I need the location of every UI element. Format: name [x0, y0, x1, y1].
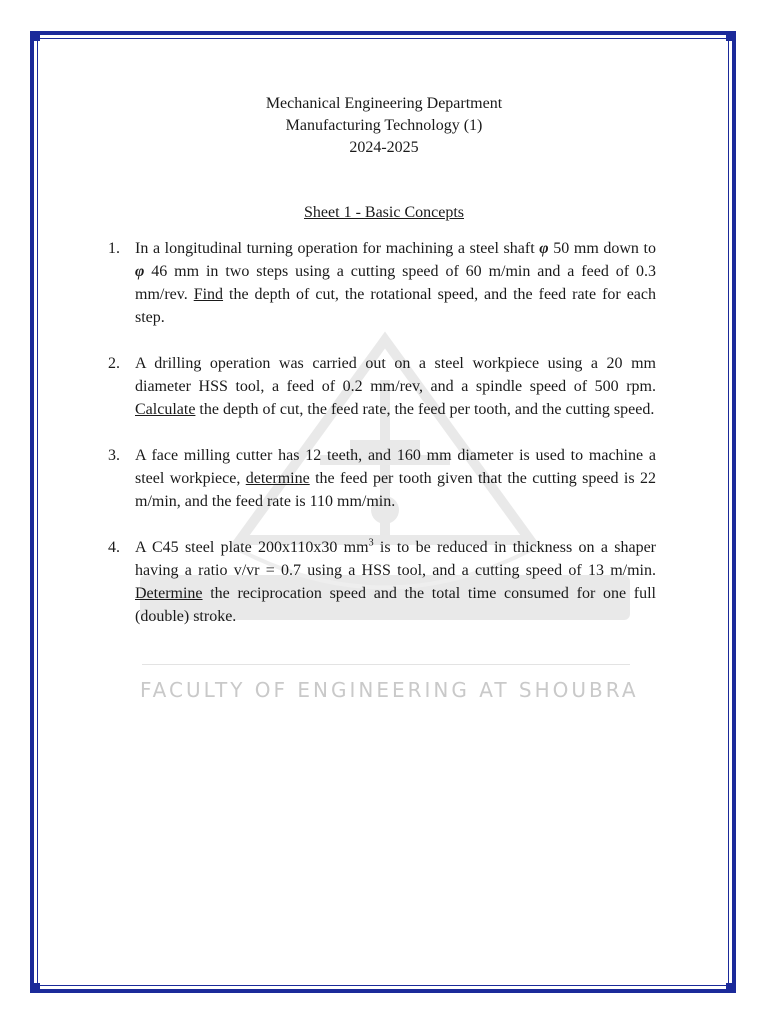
question-text: the depth of cut, the feed rate, the feed per tooth, and the cutting speed. — [195, 401, 655, 418]
question-text: the depth of cut, the rotational speed, and the feed rate for each step. — [135, 286, 657, 326]
question-text: the feed per tooth given that the cutting speed is 22 m/min, and the feed rate is 110 mm/min. — [135, 470, 656, 510]
corner-ornament-top-left — [30, 31, 40, 41]
question-text: is to be reduced in thickness on a shaper having a ratio v/vr = 0.7 using a HSS tool, and a cutting speed of 13 m/min. — [135, 539, 657, 579]
question-text: 46 mm in two steps using a cutting speed of 60 m/min and a feed of 0.3 mm/rev. — [135, 263, 656, 303]
diameter-symbol: φ — [539, 240, 549, 257]
question-number: 2. — [108, 355, 120, 372]
task-verb: determine — [245, 470, 310, 487]
question-4 — [108, 536, 656, 628]
question-2 — [108, 352, 656, 421]
question-text: 50 mm down to — [548, 240, 656, 257]
sheet-title-text: Sheet 1 - Basic Concepts — [304, 204, 464, 221]
question-text: the reciprocation speed and the total time consumed for one full (double) stroke. — [135, 585, 656, 625]
sheet-title — [100, 202, 668, 224]
question-text: A C45 steel plate 200x110x30 mm — [135, 539, 369, 556]
corner-ornament-bottom-right — [726, 983, 736, 993]
question-number: 4. — [108, 539, 120, 556]
question-list — [108, 237, 656, 651]
question-3 — [108, 444, 656, 513]
question-text: In a longitudinal turning operation for machining a steel shaft — [135, 240, 540, 257]
document-header — [100, 93, 668, 159]
superscript-cubed: 3 — [368, 537, 374, 549]
question-number: 3. — [108, 447, 120, 464]
academic-year: 2024-2025 — [349, 139, 419, 156]
question-number: 1. — [108, 240, 120, 257]
watermark-divider — [142, 664, 630, 665]
department-name: Mechanical Engineering Department — [265, 95, 503, 112]
question-text: A face milling cutter has 12 teeth, and 160 mm diameter is used to machine a steel workpiece, — [135, 447, 656, 487]
watermark-faculty-name: FACULTY OF ENGINEERING AT SHOUBRA — [140, 678, 639, 702]
question-1 — [108, 237, 656, 329]
course-name: Manufacturing Technology (1) — [285, 117, 483, 134]
corner-ornament-top-right — [726, 31, 736, 41]
task-verb: Determine — [135, 585, 203, 602]
question-text: A drilling operation was carried out on a steel workpiece using a 20 mm diameter HSS tool, a feed of 0.2 mm/rev, and a spindle speed of 500 rpm. — [135, 355, 656, 395]
task-verb: Calculate — [135, 401, 196, 418]
diameter-symbol: φ — [135, 263, 145, 280]
task-verb: Find — [193, 286, 224, 303]
corner-ornament-bottom-left — [30, 983, 40, 993]
